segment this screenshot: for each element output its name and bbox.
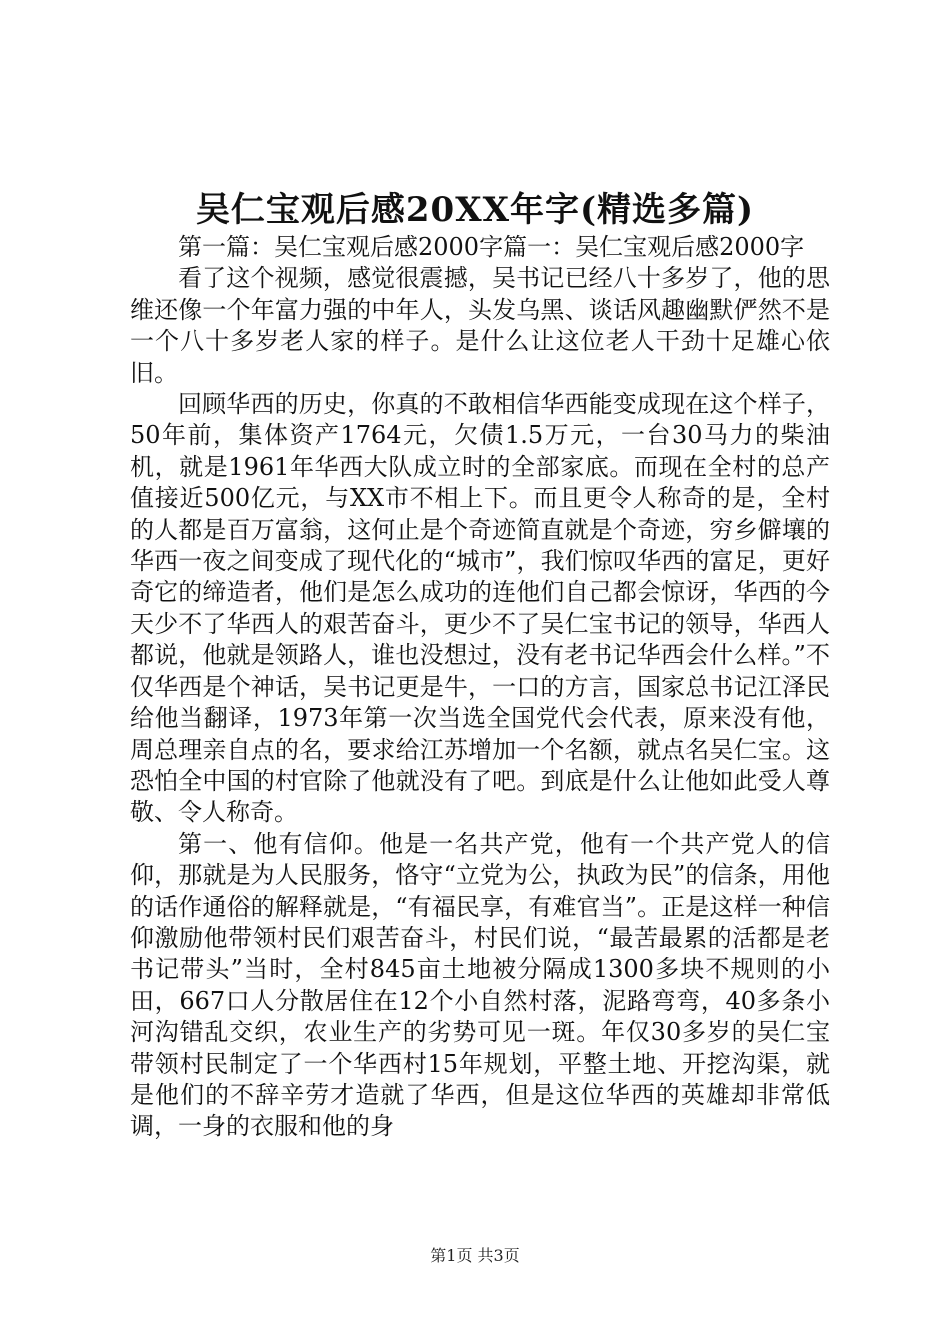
document-title: 吴仁宝观后感20XX年字(精选多篇) xyxy=(195,190,755,230)
page-number-footer: 第1页 共3页 xyxy=(430,1246,520,1265)
paragraph-2: 看了这个视频，感觉很震撼，吴书记已经八十多岁了，他的思维还像一个年富力强的中年人，头发乌黑、谈话风趣幽默俨然不是一个八十多岁老人家的样子。是什么让这位老人干劲十足雄心依旧。 xyxy=(130,264,830,387)
paragraph-3: 回顾华西的历史，你真的不敢相信华西能变成现在这个样子，50年前，集体资产1764元，欠债1.5万元，一台30马力的柴油机，就是1961年华西大队成立时的全部家底。而现在全村的总产值接近500亿元，与XX市不相上下。而且更令人称奇的是，全村的人都是百万富翁，这何止是个奇迹简直就是个奇迹，穷乡僻壤的华西一夜之间变成了现代化的“城市”，我们惊叹华西的富足，更好奇它的缔造者，他们是怎么成功的连他们自己都会惊讶，华西的今天少不了华西人的艰苦奋斗，更少不了吴仁宝书记的领导，华西人都说，他就是领路人，谁也没想过，没有老书记华西会什么样。”不仅华西是个神话，吴书记更是牛，一口的方言，国家总书记江泽民给他当翻译，1973年第一次当选全国党代会代表，原来没有他，周总理亲自点的名，要求给江苏增加一个名额，就点名吴仁宝。这恐怕全中国的村官除了他就没有了吧。到底是什么让他如此受人尊敬、令人称奇。 xyxy=(130,390,830,827)
paragraph-1: 第一篇：吴仁宝观后感2000字篇一：吴仁宝观后感2000字 xyxy=(178,233,805,261)
document-body xyxy=(130,232,830,1143)
paragraph-4: 第一、他有信仰。他是一名共产党，他有一个共产党人的信仰，那就是为人民服务，恪守“立党为公，执政为民”的信条，用他的话作通俗的解释就是，“有福民享，有难官当”。正是这样一种信仰激励他带领村民们艰苦奋斗，村民们说，“最苦最累的活都是老书记带头”当时，全村845亩土地被分隔成1300多块不规则的小田，667口人分散居住在12个小自然村落，泥路弯弯，40多条小河沟错乱交织，农业生产的劣势可见一斑。年仅30多岁的吴仁宝带领村民制定了一个华西村15年规划，平整土地、开挖沟渠，就是他们的不辞辛劳才造就了华西，但是这位华西的英雄却非常低调，一身的衣服和他的身 xyxy=(130,829,830,1141)
